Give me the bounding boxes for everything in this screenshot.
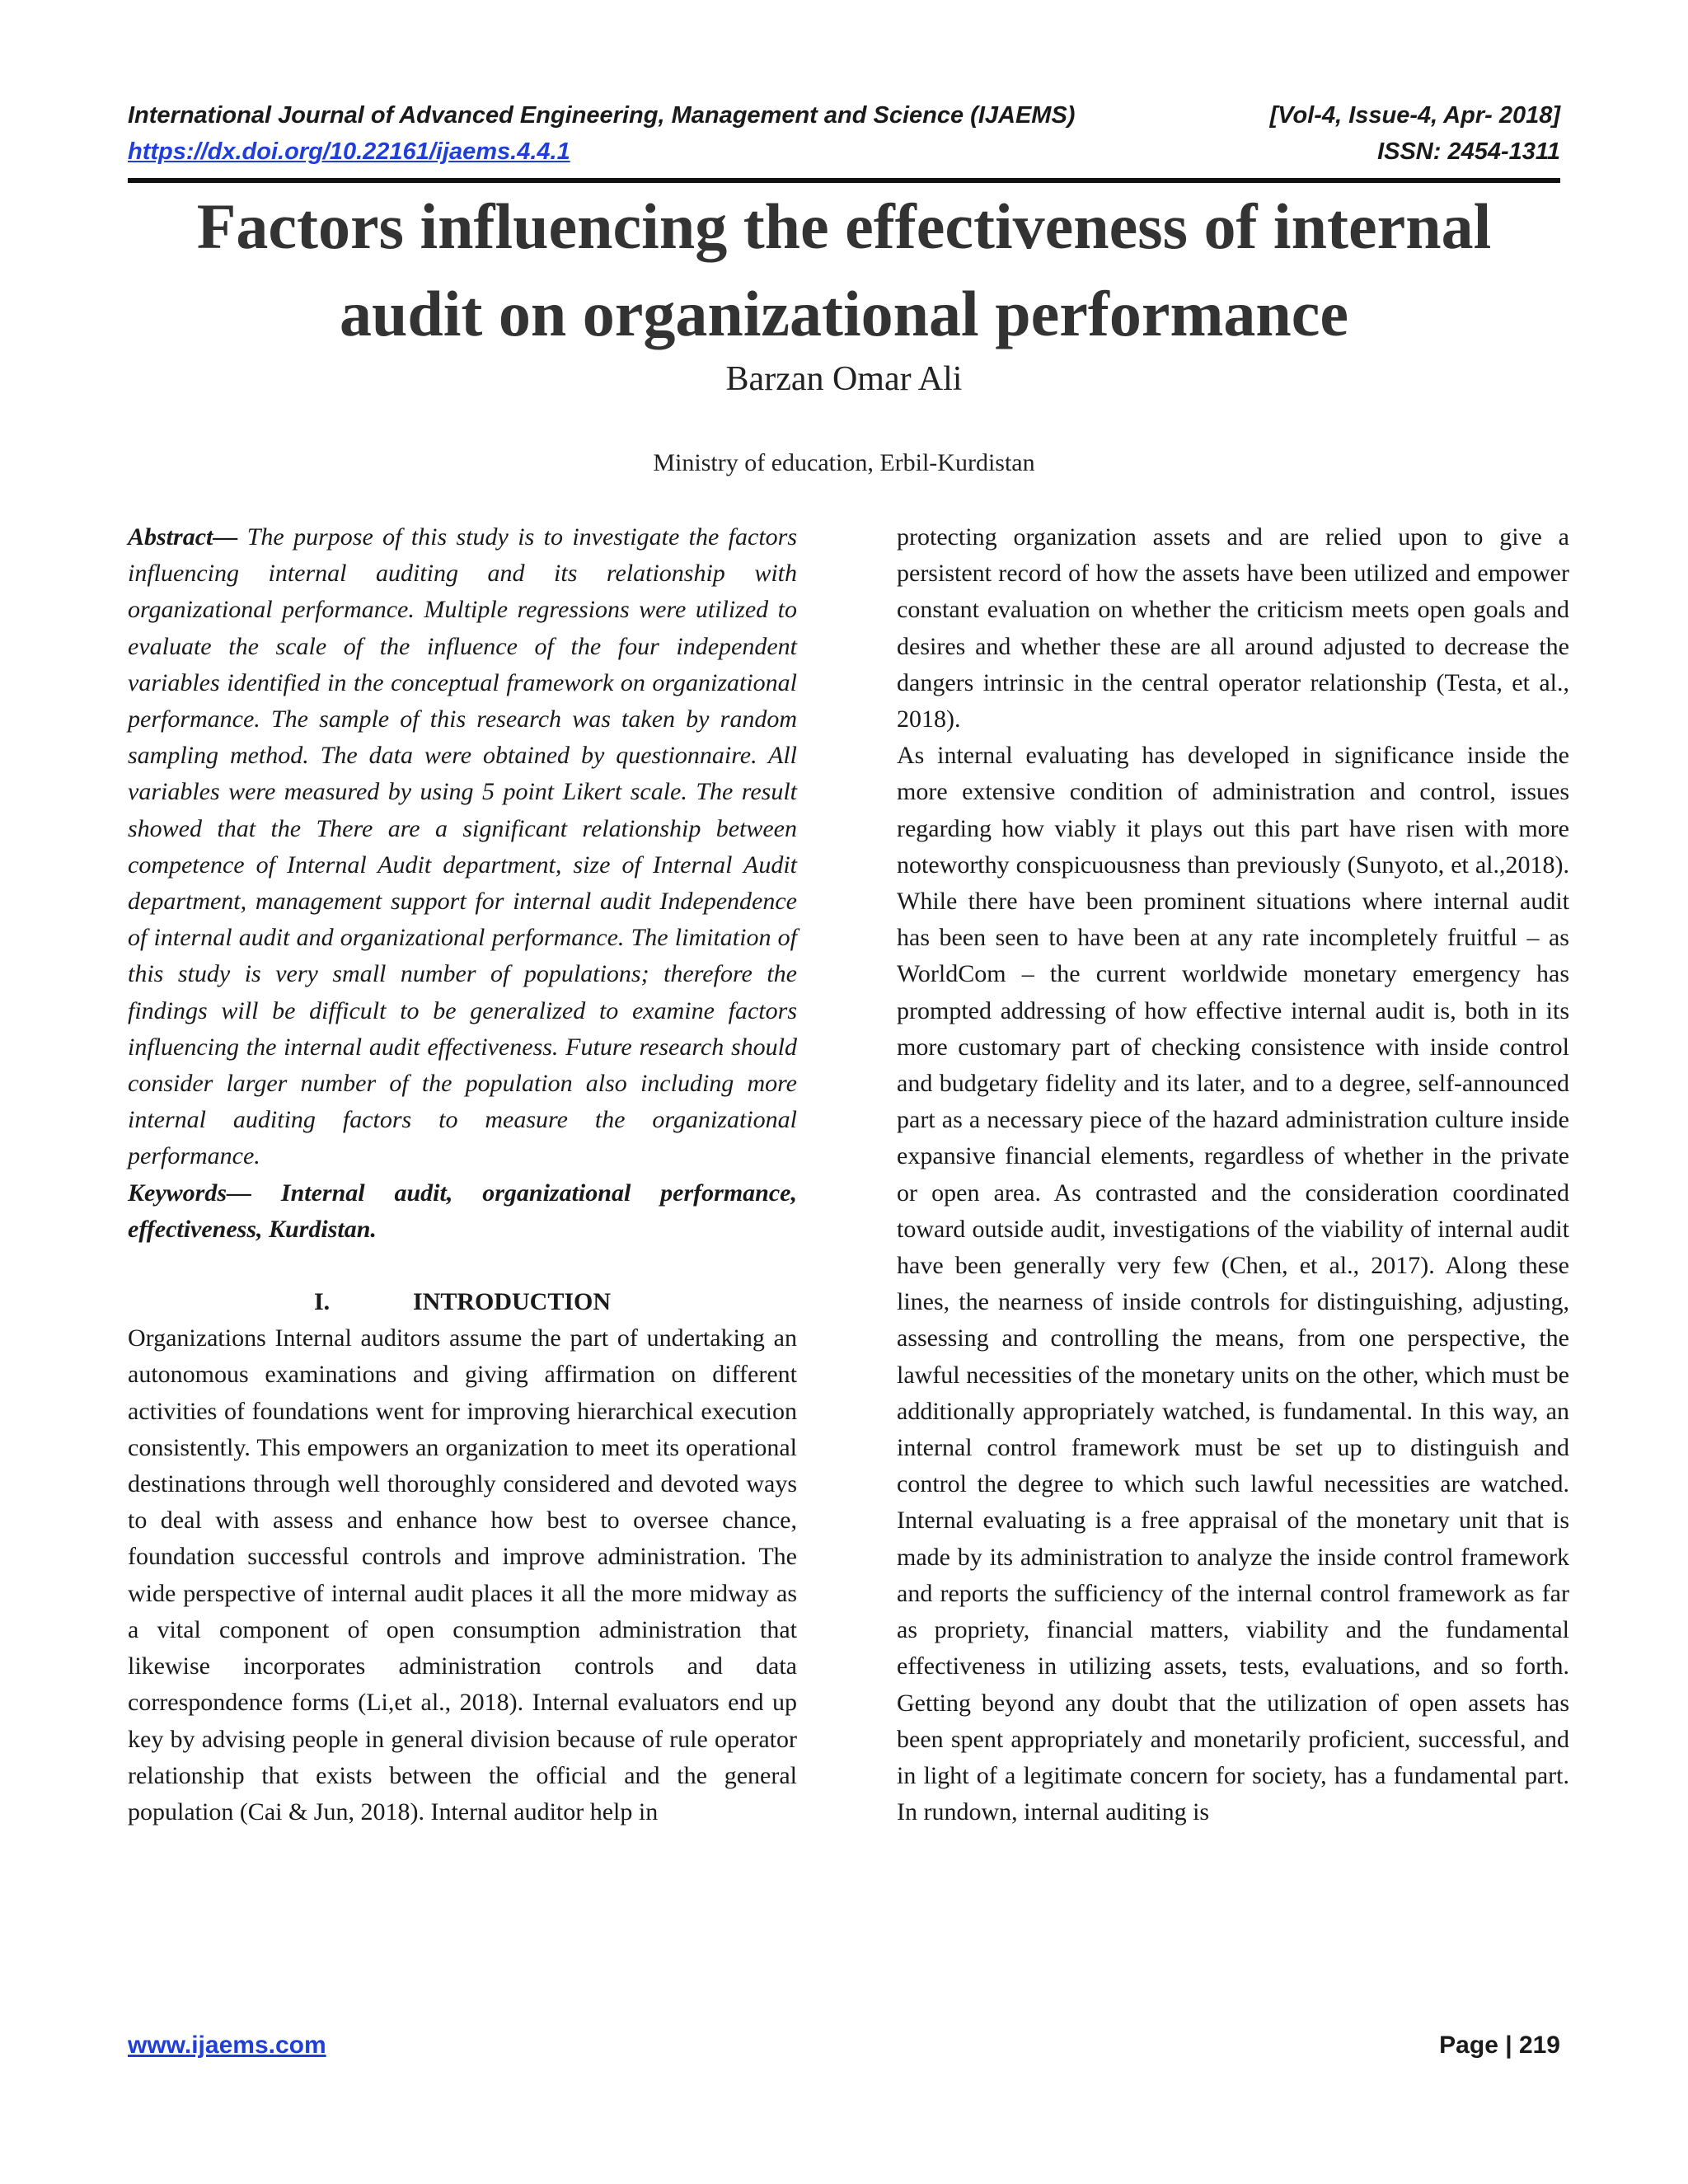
volume-issue: [Vol-4, Issue-4, Apr- 2018]	[1269, 102, 1560, 129]
website-link[interactable]: www.ijaems.com	[128, 2032, 326, 2059]
section-heading-introduction	[128, 1284, 797, 1320]
keywords: Keywords— Internal audit, organizational performance, effectiveness, Kurdistan.	[128, 1179, 797, 1243]
issn: ISSN: 2454-1311	[1377, 138, 1560, 165]
journal-name: International Journal of Advanced Engineering, Management and Science (IJAEMS)	[128, 102, 1076, 129]
intro-paragraph-1-cont: protecting organization assets and are relied upon to give a persistent record of how the assets have been utilized and empower constant evaluation on whether the criticism meets open goals and desires and whether these are all around adjusted to decrease the dangers intrinsic in the central operator relationship (Testa, et al., 2018).	[897, 523, 1569, 733]
author-affiliation: Ministry of education, Erbil-Kurdistan	[653, 449, 1035, 476]
abstract	[128, 519, 797, 1175]
page-footer	[128, 2029, 1560, 2062]
page-number: Page | 219	[1439, 2032, 1560, 2059]
paper-title: Factors influencing the effectiveness of internal audit on organizational performance	[196, 190, 1492, 349]
right-column	[897, 519, 1569, 1830]
author-name: Barzan Omar Ali	[725, 360, 963, 398]
abstract-label: Abstract	[128, 523, 213, 551]
section-number: I.	[313, 1288, 331, 1316]
intro-paragraph-2: As internal evaluating has developed in significance inside the more extensive condition of administration and control, issues regarding how viably it plays out this part have risen with more noteworthy conspicuousness than previously (Sunyoto, et al.,2018). While there have been prominent situations where internal audit has been seen to have been at any rate incompletely fruitful – as WorldCom – the current worldwide monetary emergency has prompted addressing of how effective internal audit is, both in its more customary part of checking consistence with inside control and budgetary fidelity and its later, and to a degree, self-announced part as a necessary piece of the hazard administration culture inside expansive financial elements, regardless of whether in the private or open area. As contrasted and the consideration coordinated toward outside audit, investigations of the viability of internal audit have been generally very few (Chen, et al., 2017). Along these lines, the nearness of inside controls for distinguishing, adjusting, assessing and controlling the means, from one perspective, the lawful necessities of the monetary units on the other, which must be additionally appropriately watched, is fundamental. In this way, an internal control framework must be set up to distinguish and control the degree to which such lawful necessities are watched. Internal evaluating is a free appraisal of the monetary unit that is made by its administration to analyze the inside control framework and reports the sufficiency of the internal control framework as far as propriety, financial matters, viability and the fundamental effectiveness in utilizing assets, tests, evaluations, and so forth. Getting beyond any doubt that the utilization of open assets has been spent appropriately and monetarily proficient, successful, and in light of a legitimate concern for society, has a fundamental part. In rundown, internal auditing is	[897, 742, 1569, 1826]
running-head	[128, 97, 1560, 170]
abstract-text: The purpose of this study is to investigate the factors influencing internal auditing and its relationship with organizational performance. Multiple regressions were utilized to evaluate the scale of the influence of the four independent variables identified in the conceptual framework on organizational performance. The sample of this research was taken by random sampling method. The data were obtained by questionnaire. All variables were measured by using 5 point Likert scale. The result showed that the There are a significant relationship between competence of Internal Audit department, size of Internal Audit department, management support for internal audit Independence of internal audit and organizational performance. The limitation of this study is very small number of populations; therefore the findings will be difficult to be generalized to examine factors influencing the internal audit effectiveness. Future research should consider larger number of the population also including more internal auditing factors to measure the organizational performance.	[128, 523, 797, 1170]
section-title: INTRODUCTION	[412, 1288, 612, 1316]
doi-link[interactable]: https://dx.doi.org/10.22161/ijaems.4.4.1	[128, 138, 570, 165]
abstract-dash: —	[213, 523, 247, 551]
intro-paragraph-1: Organizations Internal auditors assume the part of undertaking an autonomous examinations and giving affirmation on different activities of foundations went for improving hierarchical execution consistently. This empowers an organization to meet its operational destinations through well thoroughly considered and devoted ways to deal with assess and enhance how best to oversee chance, foundation successful controls and improve administration. The wide perspective of internal audit places it all the more midway as a vital component of open consumption administration that likewise incorporates administration controls and data correspondence forms (Li,et al., 2018). Internal evaluators end up key by advising people in general division because of rule operator relationship that exists between the official and the general population (Cai & Jun, 2018). Internal auditor help in	[128, 1324, 797, 1825]
left-column	[128, 519, 797, 1830]
